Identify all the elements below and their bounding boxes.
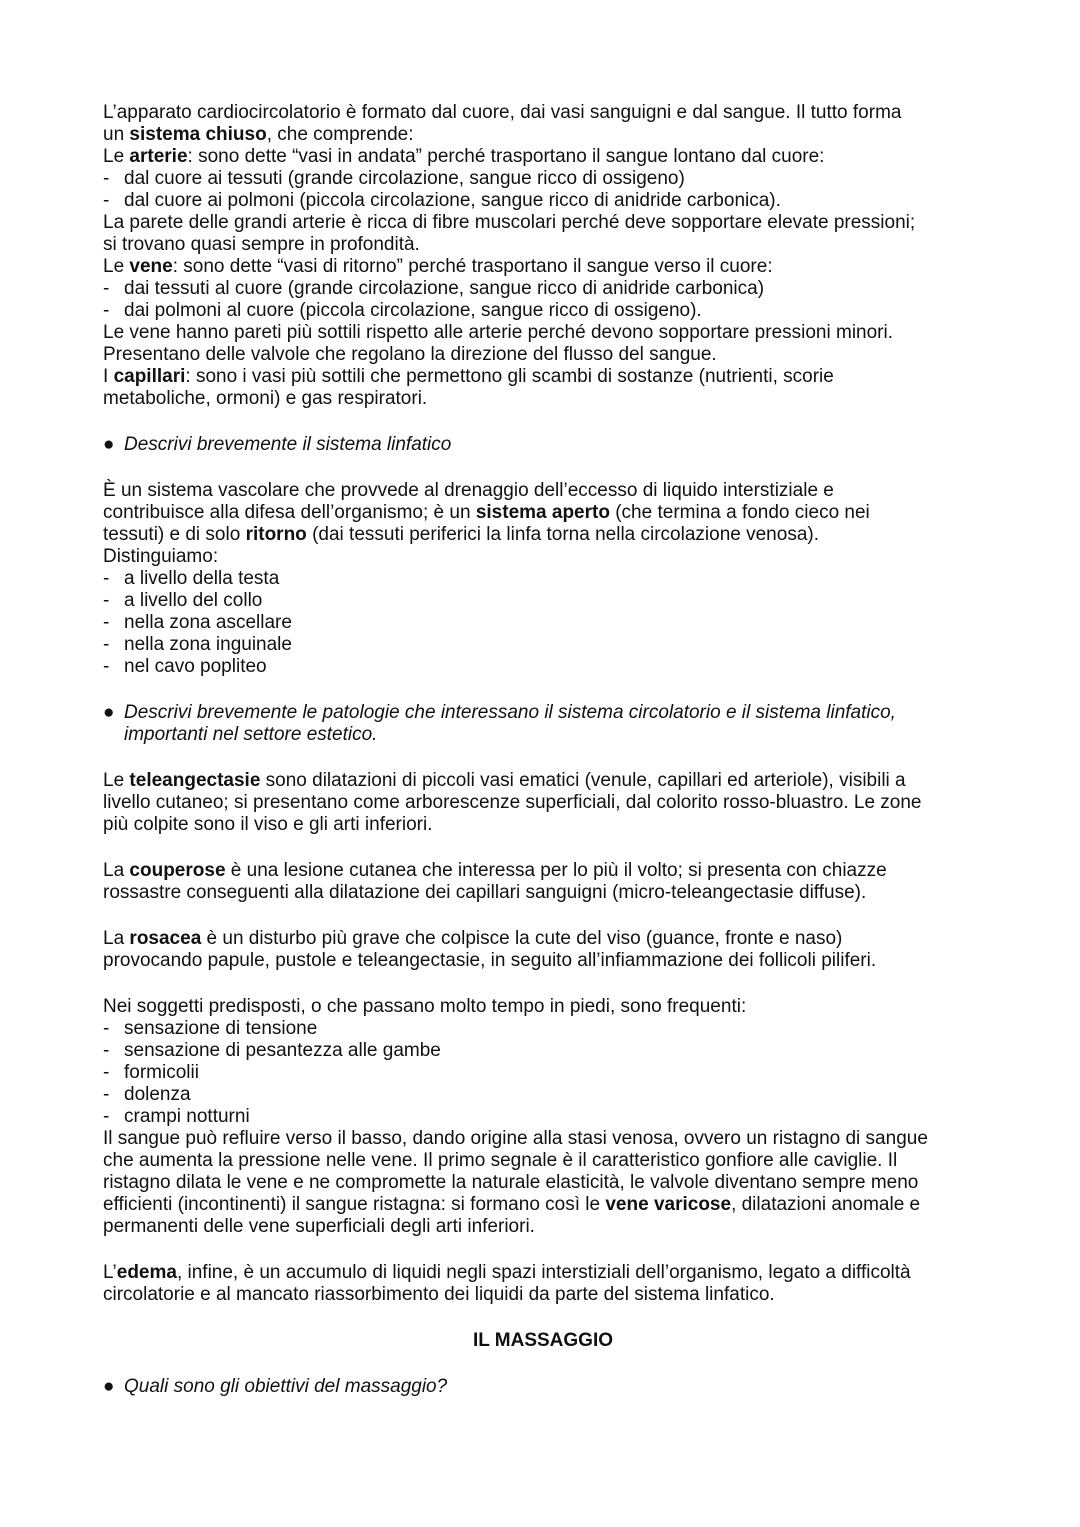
paragraph-line: contribuisce alla difesa dell’organismo; è un sistema aperto (che termina a fondo cieco nei	[103, 502, 870, 523]
list-item: - dolenza	[103, 1084, 191, 1105]
paragraph-line: Le vene hanno pareti più sottili rispetto alle arterie perché devono sopportare pressioni minori.	[103, 322, 894, 343]
list-item: - sensazione di pesantezza alle gambe	[103, 1040, 441, 1061]
bullet-icon: ●	[103, 702, 115, 723]
paragraph-line: Distinguiamo:	[103, 546, 219, 567]
paragraph-line: metaboliche, ormoni) e gas respiratori.	[103, 388, 428, 409]
paragraph-line: provocando papule, pustole e teleangectasie, in seguito all’infiammazione dei follicoli piliferi.	[103, 950, 877, 971]
question-linfatico: ● Descrivi brevemente il sistema linfatico	[103, 434, 452, 455]
bullet-icon: ●	[103, 1376, 115, 1397]
list-item: - formicolii	[103, 1062, 199, 1083]
list-item: - dai tessuti al cuore (grande circolazione, sangue ricco di anidride carbonica)	[103, 278, 765, 299]
question-massaggio: ● Quali sono gli obiettivi del massaggio?	[103, 1376, 448, 1397]
paragraph-line: che aumenta la pressione nelle vene. Il primo segnale è il caratteristico gonfiore alle caviglie. Il	[103, 1150, 898, 1171]
paragraph-line: La parete delle grandi arterie è ricca di fibre muscolari perché deve sopportare elevate pressioni;	[103, 212, 916, 233]
teleangectasie-paragraph: Le teleangectasie sono dilatazioni di piccoli vasi ematici (venule, capillari ed arteriole), visibili a	[103, 770, 906, 791]
list-item: - dal cuore ai tessuti (grande circolazione, sangue ricco di ossigeno)	[103, 168, 685, 189]
list-item: - a livello del collo	[103, 590, 263, 611]
paragraph-line: efficienti (incontinenti) il sangue ristagna: si formano così le vene varicose, dilatazioni anomale e	[103, 1194, 921, 1215]
list-item: - dai polmoni al cuore (piccola circolazione, sangue ricco di ossigeno).	[103, 300, 702, 321]
paragraph-line: ristagno dilata le vene e ne compromette la naturale elasticità, le valvole diventano sempre meno	[103, 1172, 919, 1193]
paragraph-line: Nei soggetti predisposti, o che passano molto tempo in piedi, sono frequenti:	[103, 996, 747, 1017]
paragraph-line: permanenti delle vene superficiali degli arti inferiori.	[103, 1216, 535, 1237]
paragraph-line: più colpite sono il viso e gli arti inferiori.	[103, 814, 433, 835]
paragraph-line: Presentano delle valvole che regolano la direzione del flusso del sangue.	[103, 344, 717, 365]
paragraph-line: livello cutaneo; si presentano come arborescenze superficiali, dal colorito rosso-bluastro. Le zone	[103, 792, 922, 813]
paragraph-line: Il sangue può refluire verso il basso, dando origine alla stasi venosa, ovvero un ristagno di sangue	[103, 1128, 928, 1149]
vene-definition: Le vene: sono dette “vasi di ritorno” perché trasportano il sangue verso il cuore:	[103, 256, 773, 277]
rosacea-paragraph: La rosacea è un disturbo più grave che colpisce la cute del viso (guance, fronte e naso)	[103, 928, 843, 949]
paragraph-line: un sistema chiuso, che comprende:	[103, 124, 414, 145]
question-patologie-cont: importanti nel settore estetico.	[124, 724, 378, 745]
list-item: - nella zona ascellare	[103, 612, 292, 633]
paragraph-line: rossastre conseguenti alla dilatazione dei capillari sanguigni (micro-teleangectasie diffuse).	[103, 882, 867, 903]
question-patologie: ● Descrivi brevemente le patologie che interessano il sistema circolatorio e il sistema linfatico,	[103, 702, 896, 723]
section-heading: IL MASSAGGIO	[472, 1330, 614, 1351]
list-item: - nel cavo popliteo	[103, 656, 267, 677]
list-item: - dal cuore ai polmoni (piccola circolazione, sangue ricco di anidride carbonica).	[103, 190, 781, 211]
arterie-definition: Le arterie: sono dette “vasi in andata” perché trasportano il sangue lontano dal cuore:	[103, 146, 825, 167]
list-item: - a livello della testa	[103, 568, 280, 589]
list-item: - sensazione di tensione	[103, 1018, 318, 1039]
document-page	[103, 102, 983, 1398]
paragraph-line: L’apparato cardiocircolatorio è formato dal cuore, dai vasi sanguigni e dal sangue. Il tutto forma	[103, 102, 902, 123]
paragraph-line: È un sistema vascolare che provvede al drenaggio dell’eccesso di liquido interstiziale e	[103, 480, 834, 501]
paragraph-line: si trovano quasi sempre in profondità.	[103, 234, 420, 255]
bullet-icon: ●	[103, 434, 115, 455]
capillari-definition: I capillari: sono i vasi più sottili che permettono gli scambi di sostanze (nutrienti, scorie	[103, 366, 834, 387]
list-item: - nella zona inguinale	[103, 634, 292, 655]
paragraph-line: circolatorie e al mancato riassorbimento dei liquidi da parte del sistema linfatico.	[103, 1284, 775, 1305]
couperose-paragraph: La couperose è una lesione cutanea che interessa per lo più il volto; si presenta con chiazze	[103, 860, 887, 881]
paragraph-line: tessuti) e di solo ritorno (dai tessuti periferici la linfa torna nella circolazione venosa).	[103, 524, 819, 545]
edema-paragraph: L’edema, infine, è un accumulo di liquidi negli spazi interstiziali dell’organismo, legato a difficoltà	[103, 1262, 911, 1283]
list-item: - crampi notturni	[103, 1106, 250, 1127]
